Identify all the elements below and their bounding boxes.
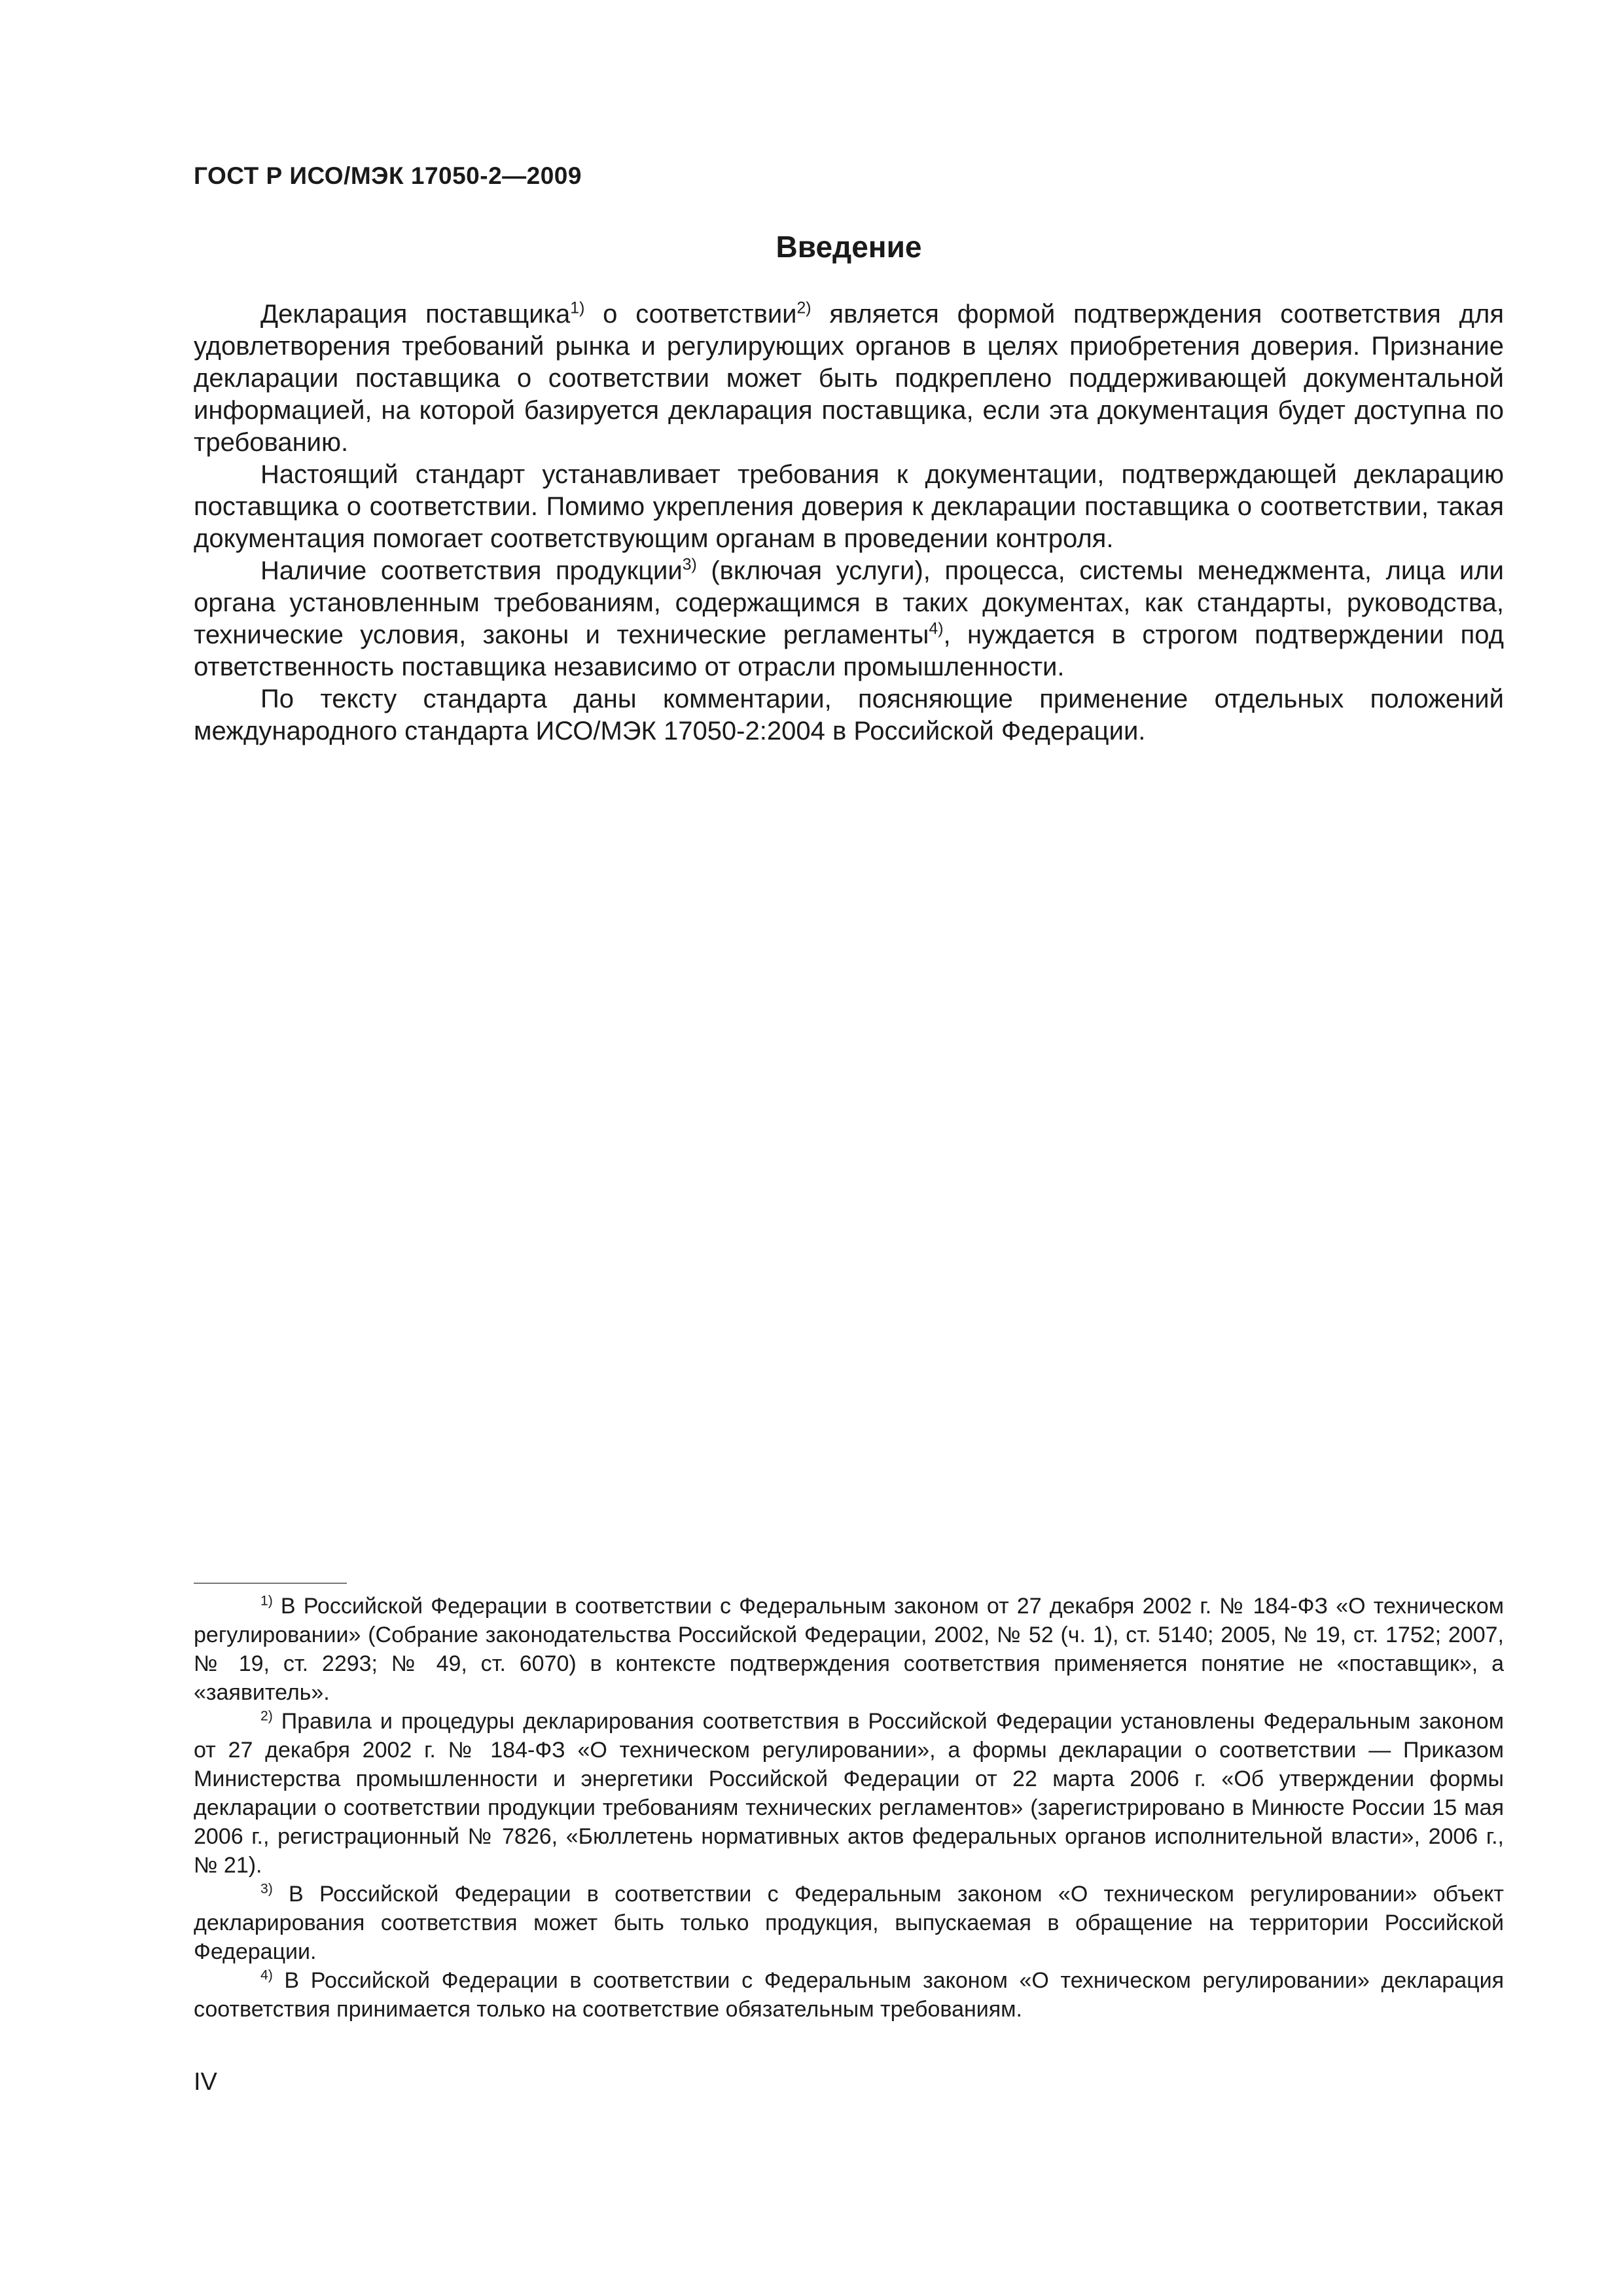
footnote-ref: 2) [796,299,812,317]
footnote-mark: 3) [260,1881,273,1897]
footnote-mark: 2) [260,1708,273,1724]
footnote-mark: 4) [260,1967,273,1983]
footnote-text: Правила и процедуры декларирования соответствия в Российской Федерации установлены Федеральным законом от 27 декабря 2002 г. № 184-ФЗ «О техническом регулировании», а формы декларации о соответствии — Приказом Министерства промышленности и энергетики Российской Федерации от 22 марта 2006 г. «Об утверждении формы декларации о соответствии продукции требованиям технических регламентов» (зарегистрировано в Минюсте России 15 мая 2006 г., регистрационный № 7826, «Бюллетень нормативных актов федеральных органов исполнительной власти», 2006 г., № 21). [194,1709,1504,1878]
running-header: ГОСТ Р ИСО/МЭК 17050-2—2009 [194,162,582,189]
paragraph-text: Настоящий стандарт устанавливает требования к документации, подтверждающей декларацию поставщика о соответствии. Помимо укрепления доверия к декларации поставщика о соответствии, такая документация помогает соответствующим органам в проведении контроля. [194,460,1504,553]
section-title: Введение [776,230,922,264]
paragraph [194,683,1504,747]
footnote [194,1966,1504,2024]
footnote-text: В Российской Федерации в соответствии с Федеральным законом «О техническом регулировании» объект декларирования соответствия может быть только продукция, выпускаемая в обращение на территории Российской Федерации. [194,1882,1504,1964]
footnote-divider [194,1583,347,1584]
paragraph-text: о соответствии [584,300,797,329]
footnote [194,1707,1504,1880]
paragraph-text: Наличие соответствия продукции [260,556,683,585]
paragraph-text: По тексту стандарта даны комментарии, поясняющие применение отдельных положений международного стандарта ИСО/МЭК 17050-2:2004 в Российской Федерации. [194,685,1504,745]
paragraph-text: является формой подтверждения соответствия для удовлетворения требований рынка и регулирующих органов в целях приобретения доверия. Признание декларации поставщика о соответствии может быть подкреплено поддерживающей документальной информацией, на которой базируется декларация поставщика, если эта документация будет доступна по требованию. [194,300,1504,457]
footnote-text: В Российской Федерации в соответствии с Федеральным законом «О техническом регулировании» декларация соответствия принимается только на соответствие обязательным требованиям. [194,1968,1504,2022]
body-text [194,298,1504,747]
footnote [194,1592,1504,1707]
page-number: IV [194,2068,217,2096]
footnote-ref: 1) [570,299,585,317]
footnote-ref: 3) [682,556,697,574]
paragraph [194,459,1504,555]
paragraph [194,555,1504,683]
paragraph-text: Декларация поставщика [260,300,571,329]
paragraph-text: (включая услуги), процесса, системы менеджмента, лица или органа установленным требованиям, содержащимся в таких документах, как стандарты, руководства, технические условия, законы и технические регламенты [194,556,1504,649]
footnote-mark: 1) [260,1593,273,1609]
footnote [194,1880,1504,1966]
footnotes [194,1592,1504,2024]
footnote-ref: 4) [929,620,944,638]
paragraph [194,298,1504,459]
footnote-text: В Российской Федерации в соответствии с Федеральным законом от 27 декабря 2002 г. № 184-ФЗ «О техническом регулировании» (Собрание законодательства Российской Федерации, 2002, № 52 (ч. 1), ст. 5140; 2005, № 19, ст. 1752; 2007, № 19, ст. 2293; № 49, ст. 6070) в контексте подтверждения соответствия применяется понятие не «поставщик», а «заявитель». [194,1594,1504,1705]
paragraph-text: , нуждается в строгом подтверждении под ответственность поставщика независимо от отрасли промышленности. [194,620,1504,681]
